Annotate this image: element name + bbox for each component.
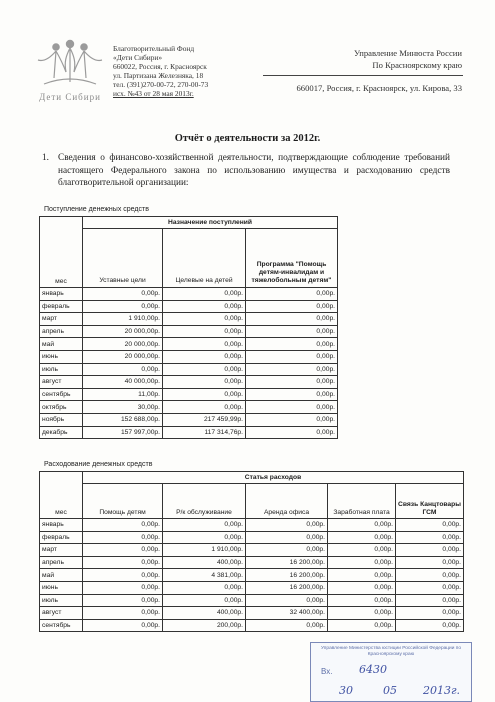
amount-cell: 0,00р. xyxy=(396,581,464,594)
amount-cell: 157 997,00р. xyxy=(83,426,163,439)
amount-cell: 0,00р. xyxy=(328,581,396,594)
month-cell: февраль xyxy=(40,300,83,313)
table-row xyxy=(40,325,338,338)
group-header: Назначение поступлений xyxy=(83,217,338,229)
recipient-line: По Красноярскому краю xyxy=(372,60,462,70)
amount-cell: 0,00р. xyxy=(163,401,246,414)
col-header: Помощь детям xyxy=(83,484,163,519)
table-row xyxy=(40,388,338,401)
sender-line: Благотворительный Фонд xyxy=(113,44,195,53)
amount-cell: 1 910,00р. xyxy=(83,313,163,326)
month-cell: март xyxy=(40,544,83,557)
recipient-divider xyxy=(263,75,463,76)
amount-cell: 0,00р. xyxy=(83,556,163,569)
col-header: Уставные цели xyxy=(83,229,163,288)
amount-cell: 0,00р. xyxy=(328,619,396,632)
table-row xyxy=(40,338,338,351)
expense-table xyxy=(39,471,464,632)
registration-stamp xyxy=(310,642,472,702)
amount-cell: 0,00р. xyxy=(83,363,163,376)
table-row xyxy=(40,401,338,414)
amount-cell: 0,00р. xyxy=(328,519,396,532)
table-row xyxy=(40,607,464,620)
month-cell: август xyxy=(40,607,83,620)
stamp-date-year: 2013г. xyxy=(423,684,461,697)
amount-cell: 40 000,00р. xyxy=(83,376,163,389)
amount-cell: 0,00р. xyxy=(246,338,338,351)
amount-cell: 0,00р. xyxy=(163,581,246,594)
col-header: Аренда офиса xyxy=(246,484,328,519)
table-row xyxy=(40,531,464,544)
table-row xyxy=(40,619,464,632)
report-title: Отчёт о деятельности за 2012г. xyxy=(174,133,321,144)
amount-cell: 0,00р. xyxy=(163,519,246,532)
amount-cell: 0,00р. xyxy=(328,594,396,607)
amount-cell: 0,00р. xyxy=(246,531,328,544)
table-row xyxy=(40,288,338,301)
amount-cell: 117 314,76р. xyxy=(163,426,246,439)
amount-cell: 0,00р. xyxy=(83,288,163,301)
table-row xyxy=(40,350,338,363)
amount-cell: 400,00р. xyxy=(163,607,246,620)
month-cell: январь xyxy=(40,288,83,301)
sender-block xyxy=(113,44,208,98)
group-header: Статья расходов xyxy=(83,472,464,484)
table-row xyxy=(40,594,464,607)
month-cell: январь xyxy=(40,519,83,532)
amount-cell: 0,00р. xyxy=(83,300,163,313)
col-header: Заработная плата xyxy=(328,484,396,519)
month-cell: апрель xyxy=(40,325,83,338)
amount-cell: 0,00р. xyxy=(246,376,338,389)
amount-cell: 0,00р. xyxy=(396,531,464,544)
month-cell: февраль xyxy=(40,531,83,544)
amount-cell: 20 000,00р. xyxy=(83,350,163,363)
amount-cell: 0,00р. xyxy=(163,388,246,401)
income-caption: Поступление денежных средств xyxy=(44,206,149,213)
amount-cell: 400,00р. xyxy=(163,556,246,569)
table-row xyxy=(40,569,464,582)
table-row xyxy=(40,313,338,326)
amount-cell: 0,00р. xyxy=(328,531,396,544)
table-row xyxy=(40,544,464,557)
month-cell: июль xyxy=(40,363,83,376)
table-row xyxy=(40,519,464,532)
amount-cell: 4 381,00р. xyxy=(163,569,246,582)
sender-line: «Дети Сибири» xyxy=(113,53,163,62)
stamp-date-month: 05 xyxy=(383,684,397,697)
amount-cell: 0,00р. xyxy=(246,363,338,376)
amount-cell: 0,00р. xyxy=(396,619,464,632)
table-row xyxy=(40,300,338,313)
amount-cell: 0,00р. xyxy=(83,519,163,532)
table-row xyxy=(40,363,338,376)
month-cell: март xyxy=(40,313,83,326)
col-header: Целевые на детей xyxy=(163,229,246,288)
amount-cell: 0,00р. xyxy=(246,325,338,338)
amount-cell: 16 200,00р. xyxy=(246,581,328,594)
amount-cell: 0,00р. xyxy=(83,531,163,544)
sender-line: тел. (391)270-00-72, 270-00-73 xyxy=(113,80,209,89)
amount-cell: 0,00р. xyxy=(83,594,163,607)
sender-line: ул. Партизана Железняка, 18 xyxy=(113,71,204,80)
amount-cell: 0,00р. xyxy=(83,544,163,557)
month-cell: декабрь xyxy=(40,426,83,439)
outgoing-number: исх. №43 от 28 мая 2013г. xyxy=(113,89,194,98)
amount-cell: 0,00р. xyxy=(163,288,246,301)
amount-cell: 0,00р. xyxy=(328,607,396,620)
amount-cell: 0,00р. xyxy=(163,325,246,338)
stamp-vx-number: 6430 xyxy=(359,663,387,676)
amount-cell: 0,00р. xyxy=(246,401,338,414)
amount-cell: 152 688,00р. xyxy=(83,413,163,426)
amount-cell: 0,00р. xyxy=(246,426,338,439)
month-cell: июнь xyxy=(40,581,83,594)
month-cell: август xyxy=(40,376,83,389)
table-row xyxy=(40,426,338,439)
amount-cell: 0,00р. xyxy=(83,619,163,632)
stamp-header: Управление Министерства юстиции Российской Федерации по Красноярскому краю xyxy=(320,646,462,657)
amount-cell: 0,00р. xyxy=(328,544,396,557)
col-month-header: мес xyxy=(40,472,83,519)
amount-cell: 0,00р. xyxy=(396,519,464,532)
amount-cell: 32 400,00р. xyxy=(246,607,328,620)
amount-cell: 0,00р. xyxy=(246,288,338,301)
amount-cell: 16 200,00р. xyxy=(246,569,328,582)
amount-cell: 30,00р. xyxy=(83,401,163,414)
amount-cell: 0,00р. xyxy=(246,594,328,607)
paragraph-text: Сведения о финансово-хозяйственной деятельности, подтверждающие соблюдение требований настоящего Федерального закона по использованию имущества и расходованию средств благотворительной организации: xyxy=(58,153,450,188)
amount-cell: 0,00р. xyxy=(328,569,396,582)
table-row xyxy=(40,413,338,426)
table-row xyxy=(40,376,338,389)
month-cell: сентябрь xyxy=(40,388,83,401)
col-month-header: мес xyxy=(40,217,83,288)
amount-cell: 0,00р. xyxy=(328,556,396,569)
stamp-date-day: 30 xyxy=(339,684,353,697)
recipient-line: Управление Минюста России xyxy=(353,48,462,58)
col-header: Программа "Помощь детям-инвалидам и тяжелобольным детям" xyxy=(246,229,338,288)
amount-cell: 0,00р. xyxy=(246,300,338,313)
amount-cell: 200,00р. xyxy=(163,619,246,632)
amount-cell: 0,00р. xyxy=(396,569,464,582)
amount-cell: 0,00р. xyxy=(396,607,464,620)
month-cell: ноябрь xyxy=(40,413,83,426)
amount-cell: 0,00р. xyxy=(83,569,163,582)
amount-cell: 0,00р. xyxy=(163,338,246,351)
fund-logo xyxy=(30,38,110,108)
amount-cell: 1 910,00р. xyxy=(163,544,246,557)
amount-cell: 0,00р. xyxy=(246,519,328,532)
amount-cell: 0,00р. xyxy=(246,313,338,326)
sender-line: 660022, Россия, г. Красноярск xyxy=(113,62,207,71)
paragraph-number: 1. xyxy=(42,153,49,163)
amount-cell: 0,00р. xyxy=(163,594,246,607)
amount-cell: 0,00р. xyxy=(396,544,464,557)
col-header: Р/к обслуживание xyxy=(163,484,246,519)
recipient-address: 660017, Россия, г. Красноярск, ул. Кирова, 33 xyxy=(296,83,462,93)
amount-cell: 0,00р. xyxy=(83,581,163,594)
logo-caption: Дети Сибири xyxy=(39,92,101,102)
month-cell: май xyxy=(40,569,83,582)
month-cell: октябрь xyxy=(40,401,83,414)
table-row xyxy=(40,581,464,594)
month-cell: май xyxy=(40,338,83,351)
amount-cell: 11,00р. xyxy=(83,388,163,401)
table-row xyxy=(40,556,464,569)
expense-caption: Расходование денежных средств xyxy=(44,461,153,468)
amount-cell: 0,00р. xyxy=(163,313,246,326)
amount-cell: 20 000,00р. xyxy=(83,338,163,351)
amount-cell: 20 000,00р. xyxy=(83,325,163,338)
month-cell: сентябрь xyxy=(40,619,83,632)
amount-cell: 0,00р. xyxy=(83,607,163,620)
month-cell: июнь xyxy=(40,350,83,363)
amount-cell: 0,00р. xyxy=(163,300,246,313)
amount-cell: 0,00р. xyxy=(396,556,464,569)
amount-cell: 217 459,99р. xyxy=(163,413,246,426)
amount-cell: 0,00р. xyxy=(163,376,246,389)
amount-cell: 0,00р. xyxy=(246,544,328,557)
amount-cell: 0,00р. xyxy=(396,594,464,607)
amount-cell: 0,00р. xyxy=(163,531,246,544)
month-cell: июль xyxy=(40,594,83,607)
amount-cell: 0,00р. xyxy=(246,413,338,426)
intro-paragraph xyxy=(42,152,450,190)
income-table xyxy=(39,216,338,439)
month-cell: апрель xyxy=(40,556,83,569)
amount-cell: 0,00р. xyxy=(163,350,246,363)
amount-cell: 0,00р. xyxy=(246,350,338,363)
amount-cell: 16 200,00р. xyxy=(246,556,328,569)
col-header: Связь Канцтовары ГСМ xyxy=(396,484,464,519)
amount-cell: 0,00р. xyxy=(163,363,246,376)
amount-cell: 0,00р. xyxy=(246,388,338,401)
stamp-vx-label: Вх. xyxy=(321,667,333,676)
recipient-block xyxy=(354,47,462,71)
amount-cell: 0,00р. xyxy=(246,619,328,632)
